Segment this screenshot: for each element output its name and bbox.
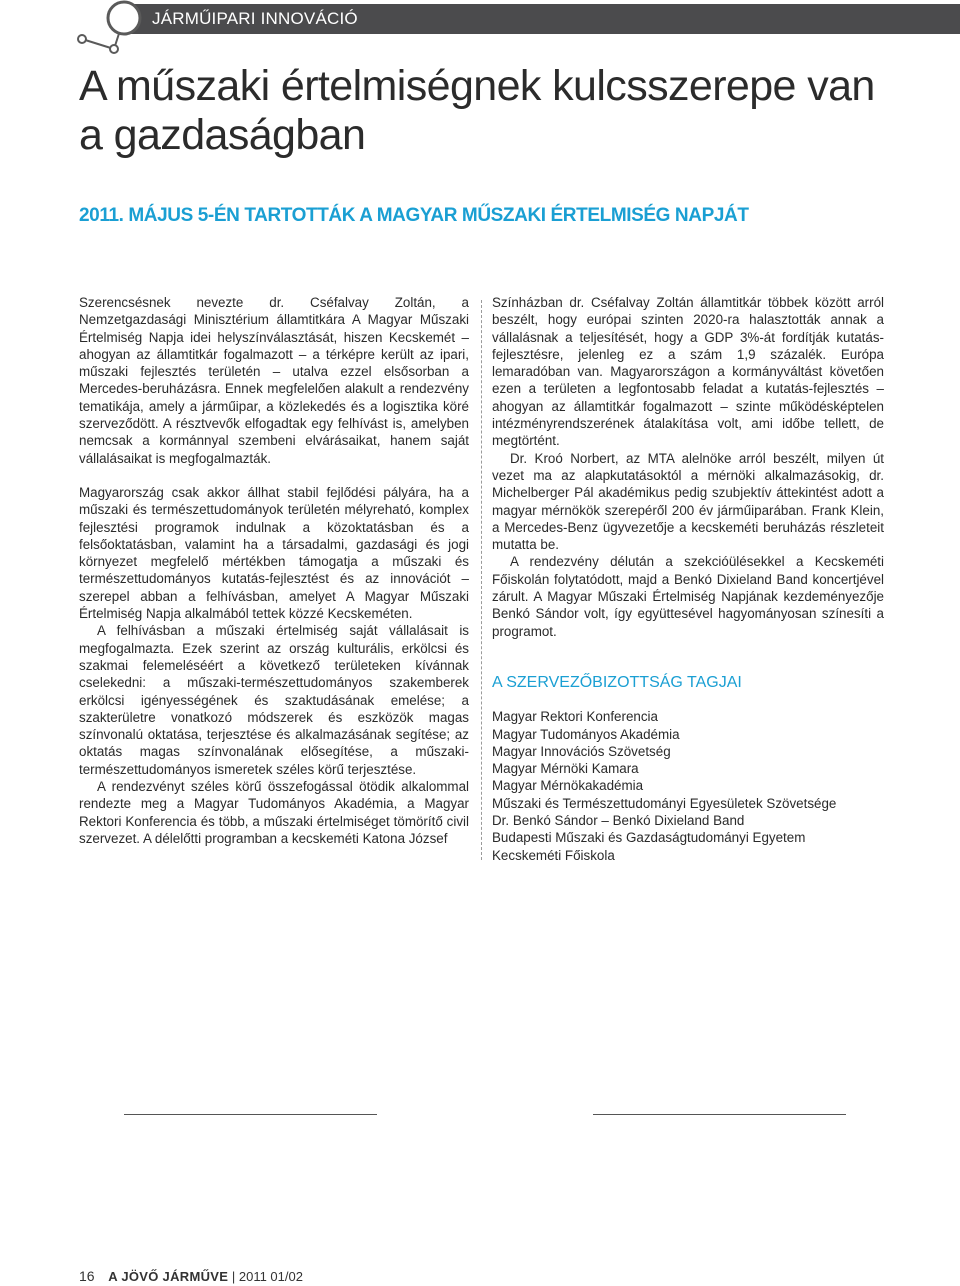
body-paragraph: A rendezvény délután a szekcióülésekkel a Kecskeméti Főiskolán folytatódott, majd a Benkó Dixieland Band koncertjével zárult. A Magyar Műszaki Értelmiség Napjának kezdeményezője Benkó Sándor volt, így együttesével hagyományosan színesíti a programot.: [492, 554, 884, 639]
page-footer: [79, 1268, 303, 1284]
body-paragraph: Színházban dr. Cséfalvay Zoltán államtitkár többek között arról beszélt, hogy európai szinten 2020-ra halasztották annak a vállalásnak a teljesítését, hogy a GDP 3%-át fordítják kutatás-fejlesztésre, jelenleg ez a szám 1,9 százalék. Európa lemaradóban van. Magyarországon a kormányváltást követően ezen a területen a legfontosabb feladat a kutatás-fejlesztés – ahogyan az államtitkár fogalmazott – szinte működésképtelen intézményrendszerének átalakítása volt, ami időbe tellett, de megtörtént.: [492, 295, 884, 449]
issue-number: 2011 01/02: [238, 1269, 303, 1284]
organizer-item: Műszaki és Természettudományi Egyesületek Szövetsége: [492, 795, 837, 811]
decorative-rule: [593, 1114, 846, 1115]
body-paragraph: Magyarország csak akkor állhat stabil fejlődési pályára, ha a műszaki és természettudományok területén mélyreható, komplex fejlesztési programok indulnak a közoktatásban és a felsőoktatásban, valamint ha a társadalmi, gazdasági és jogi környezet megfelelő mértékben támogatja a műszaki és természettudományos kutatás-fejlesztést és az innovációt – szerepel abban a felhívásban, amelyet A Magyar Műszaki Értelmiség Napja alkalmából tettek közzé Kecskeméten.: [79, 484, 469, 622]
organizer-item: Dr. Benkó Sándor – Benkó Dixieland Band: [492, 813, 745, 829]
body-paragraph: A felhívásban a műszaki értelmiség saját vállalásait is megfogalmazta. Ezek szerint az ország kulturális, erkölcsi és szakmai felemeléséért a következő területeken kívánnak cselekedni: a műszaki-természettudományos szakemberek erkölcsi igényességének és szaktudásának emelése; a szakterületre vonatkozó módszerek és eszközök magas színvonalú oktatása, terjesztése és alkalmazásának segítése; az oktatás magas színvonalának elősegítése, a műszaki-természettudományos ismeretek széles körű terjesztése.: [79, 623, 469, 777]
right-column: [492, 294, 884, 864]
magazine-name: A JÖVŐ JÁRMŰVE: [108, 1269, 229, 1284]
organizer-item: Magyar Mérnöki Kamara: [492, 761, 639, 777]
organizer-item: Kecskeméti Főiskola: [492, 847, 615, 863]
organizer-item: Magyar Rektori Konferencia: [492, 709, 658, 725]
article-title: A műszaki értelmiségnek kulcsszerepe van a gazdaságban: [79, 62, 875, 159]
section-label: JÁRMŰIPARI INNOVÁCIÓ: [152, 9, 358, 28]
left-column: [79, 294, 469, 847]
organizer-item: Budapesti Műszaki és Gazdaságtudományi Egyetem: [492, 830, 806, 846]
article-subtitle: 2011. MÁJUS 5-ÉN TARTOTTÁK A MAGYAR MŰSZAKI ÉRTELMISÉG NAPJÁT: [79, 205, 749, 226]
body-paragraph: A rendezvényt széles körű összefogással ötödik alkalommal rendezte meg a Magyar Tudományos Akadémia, a Magyar Rektori Konferencia és több, a műszaki értelmiséget tömörítő civil szervezet. A délelőtti programban a kecskeméti Katona József: [79, 779, 469, 846]
footer-separator: |: [231, 1269, 239, 1284]
decorative-rule: [124, 1114, 377, 1115]
column-divider: [481, 300, 482, 860]
organizer-item: Magyar Mérnökakadémia: [492, 778, 644, 794]
body-paragraph: Szerencsésnek nevezte dr. Cséfalvay Zoltán, a Nemzetgazdasági Minisztérium államtitkára A Magyar Műszaki Értelmiség Napja idei helyszínválasztását, hiszen Kecskemét – ahogyan az államtitkár fogalmazott – a térképre került az ipari, műszaki fejlesztés területén – utalva ezzel elsősorban a Mercedes-beruházásra. Ennek megfelelően alakult a rendezvény tematikája, amely a járműipar, a közlekedés és a logisztika köré szerveződött. A résztvevők elfogadtak egy felhívást is, amelyben nemcsak a kormánnyal szembeni elvárásaikat, hanem saját vállalásaikat is megfogalmazták.: [79, 295, 469, 466]
body-paragraph: Dr. Kroó Norbert, az MTA alelnöke arról beszélt, milyen út vezet ma az alapkutatásoktól a mérnöki alkalmazásokig, dr. Michelberger Pál akadémikus pedig szubjektív áttekintést adott a magyar mérnökök szerepéről 200 év járműiparában. Frank Klein, a Mercedes-Benz ügyvezetője a kecskeméti beruházás részleteit mutatta be.: [492, 450, 884, 553]
organizer-item: Magyar Tudományos Akadémia: [492, 726, 680, 742]
page-number: 16: [79, 1268, 95, 1284]
organizer-item: Magyar Innovációs Szövetség: [492, 743, 671, 759]
organizers-heading: A SZERVEZŐBIZOTTSÁG TAGJAI: [492, 673, 742, 691]
organizers-list: [492, 708, 884, 864]
network-logo-icon: [70, 0, 150, 56]
